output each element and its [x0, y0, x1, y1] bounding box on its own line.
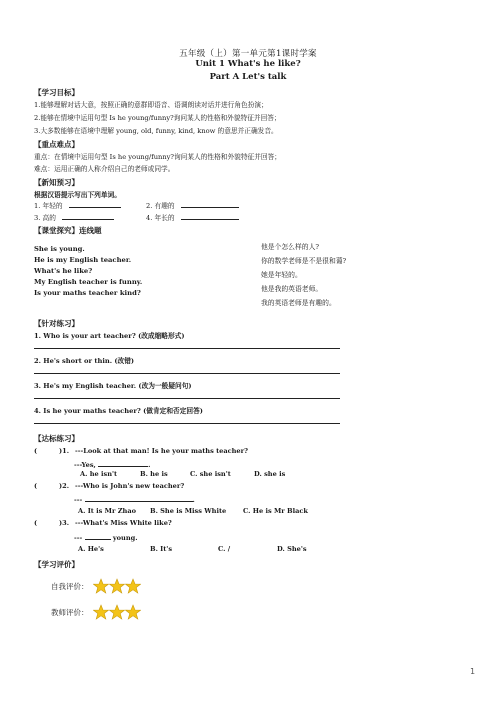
match-english[interactable]: Is your maths teacher kind? — [34, 289, 141, 297]
explore-heading: 【课堂探究】连线题 — [34, 226, 102, 235]
match-english[interactable]: He is my English teacher. — [34, 256, 132, 264]
match-english[interactable]: She is young. — [34, 245, 85, 253]
option[interactable]: C. He is Mr Black — [243, 507, 308, 515]
match-chinese[interactable]: 他是我的英语老师。 — [261, 285, 323, 293]
teacher-evaluation-row — [51, 604, 141, 622]
worksheet-title: 五年级（上）第一单元第1课时学案 — [179, 49, 317, 59]
key-point-item: 重点：在情境中运用句型 Is he young/funny?询问某人的性格和外貌特征并回答； — [34, 153, 281, 161]
answer-line-text — [74, 494, 195, 504]
vocab-item — [34, 212, 114, 222]
answer-suffix: . — [192, 496, 195, 504]
match-chinese[interactable]: 她是年轻的。 — [261, 271, 302, 279]
option[interactable]: B. She is Miss White — [150, 507, 227, 515]
answer-line[interactable] — [34, 423, 340, 424]
page-number: 1 — [470, 667, 476, 676]
answer-line-text — [74, 459, 150, 469]
vocab-label: 1. 年轻的 — [34, 202, 63, 210]
answer-blank[interactable] — [62, 212, 114, 220]
option[interactable]: C. / — [218, 545, 231, 553]
practice-item: 3. He's my English teacher. (改为一般疑问句) — [34, 382, 192, 390]
self-evaluation-label: 自我评价： — [51, 582, 89, 591]
answer-blank[interactable] — [69, 200, 121, 208]
star-rating-icon[interactable] — [93, 578, 141, 594]
practice-item: 2. He's short or thin. (改错) — [34, 357, 135, 365]
answer-paren[interactable]: ( — [34, 519, 38, 527]
answer-line-text — [74, 532, 138, 542]
teacher-evaluation-label: 教师评价： — [51, 608, 89, 617]
match-chinese[interactable]: 你的数学老师是不是很和蔼? — [261, 257, 347, 265]
answer-prefix: ---Yes, — [74, 461, 96, 469]
question-number: )1. — [59, 447, 70, 455]
match-english[interactable]: My English teacher is funny. — [34, 278, 143, 286]
unit-title: Unit 1 What's he like? — [195, 59, 301, 69]
option[interactable]: B. It's — [150, 545, 173, 553]
answer-prefix: --- — [74, 496, 83, 504]
match-english[interactable]: What's he like? — [34, 267, 93, 275]
answer-line[interactable] — [34, 398, 340, 399]
answer-blank[interactable] — [85, 494, 193, 502]
part-title: Part A Let's talk — [209, 72, 287, 82]
question-text: ---Look at that man! Is he your maths teacher? — [75, 447, 248, 455]
option[interactable]: A. he isn't — [80, 470, 118, 478]
answer-paren[interactable]: ( — [34, 482, 38, 490]
question-text: ---What's Miss White like? — [75, 519, 172, 527]
practice-heading: 【针对练习】 — [34, 319, 79, 328]
self-rating-stars[interactable] — [93, 578, 141, 596]
option[interactable]: C. she isn't — [190, 470, 231, 478]
teacher-rating-stars[interactable] — [93, 604, 141, 622]
preview-heading: 【新知预习】 — [34, 178, 79, 187]
test-heading: 【达标练习】 — [34, 434, 79, 443]
answer-line[interactable] — [34, 373, 340, 374]
vocab-item — [146, 212, 239, 222]
goal-item: 2.能够在情境中运用句型 Is he young/funny?询问某人的性格和外貌特征并回答； — [34, 114, 281, 122]
key-points-heading: 【重点难点】 — [34, 140, 79, 149]
option[interactable]: A. He's — [78, 545, 104, 553]
vocab-label: 3. 高的 — [34, 214, 56, 222]
question-text: ---Who is John's new teacher? — [75, 482, 185, 490]
vocab-item — [146, 200, 239, 210]
answer-prefix: --- — [74, 534, 83, 542]
answer-suffix: . — [148, 461, 151, 469]
goal-item: 1.能够理解对话大意，按照正确的意群即语音、语调朗读对话并进行角色扮演； — [34, 101, 268, 109]
question-number: )3. — [59, 519, 70, 527]
match-chinese[interactable]: 我的英语老师是有趣的。 — [261, 299, 336, 307]
option[interactable]: A. It is Mr Zhao — [78, 507, 136, 515]
answer-blank[interactable] — [85, 532, 111, 540]
answer-paren[interactable]: ( — [34, 447, 38, 455]
answer-blank[interactable] — [181, 212, 239, 220]
answer-blank[interactable] — [181, 200, 239, 208]
answer-line[interactable] — [34, 348, 340, 349]
practice-item: 4. Is he your maths teacher? (做肯定和否定回答) — [34, 407, 203, 415]
star-rating-icon[interactable] — [93, 604, 141, 620]
key-point-item: 难点：运用正确的人称介绍自己的老师或同学。 — [34, 165, 175, 173]
vocab-label: 4. 年长的 — [146, 214, 175, 222]
match-chinese[interactable]: 他是个怎么样的人? — [261, 243, 320, 251]
vocab-item — [34, 200, 121, 210]
goal-item: 3.大多数能够在语境中理解 young, old, funny, kind, know 的意思并正确发音。 — [34, 127, 278, 135]
practice-item: 1. Who is your art teacher? (改成缩略形式) — [34, 332, 185, 340]
goals-heading: 【学习目标】 — [34, 88, 79, 97]
option[interactable]: D. She's — [277, 545, 307, 553]
option[interactable]: B. he is — [140, 470, 168, 478]
self-evaluation-row — [51, 578, 141, 596]
preview-instruction: 根据汉语提示写出下列单词。 — [34, 191, 121, 199]
question-number: )2. — [59, 482, 70, 490]
option[interactable]: D. she is — [254, 470, 286, 478]
vocab-label: 2. 有趣的 — [146, 202, 175, 210]
answer-suffix: young. — [112, 534, 138, 542]
answer-blank[interactable] — [98, 459, 151, 469]
evaluation-heading: 【学习评价】 — [34, 560, 79, 569]
